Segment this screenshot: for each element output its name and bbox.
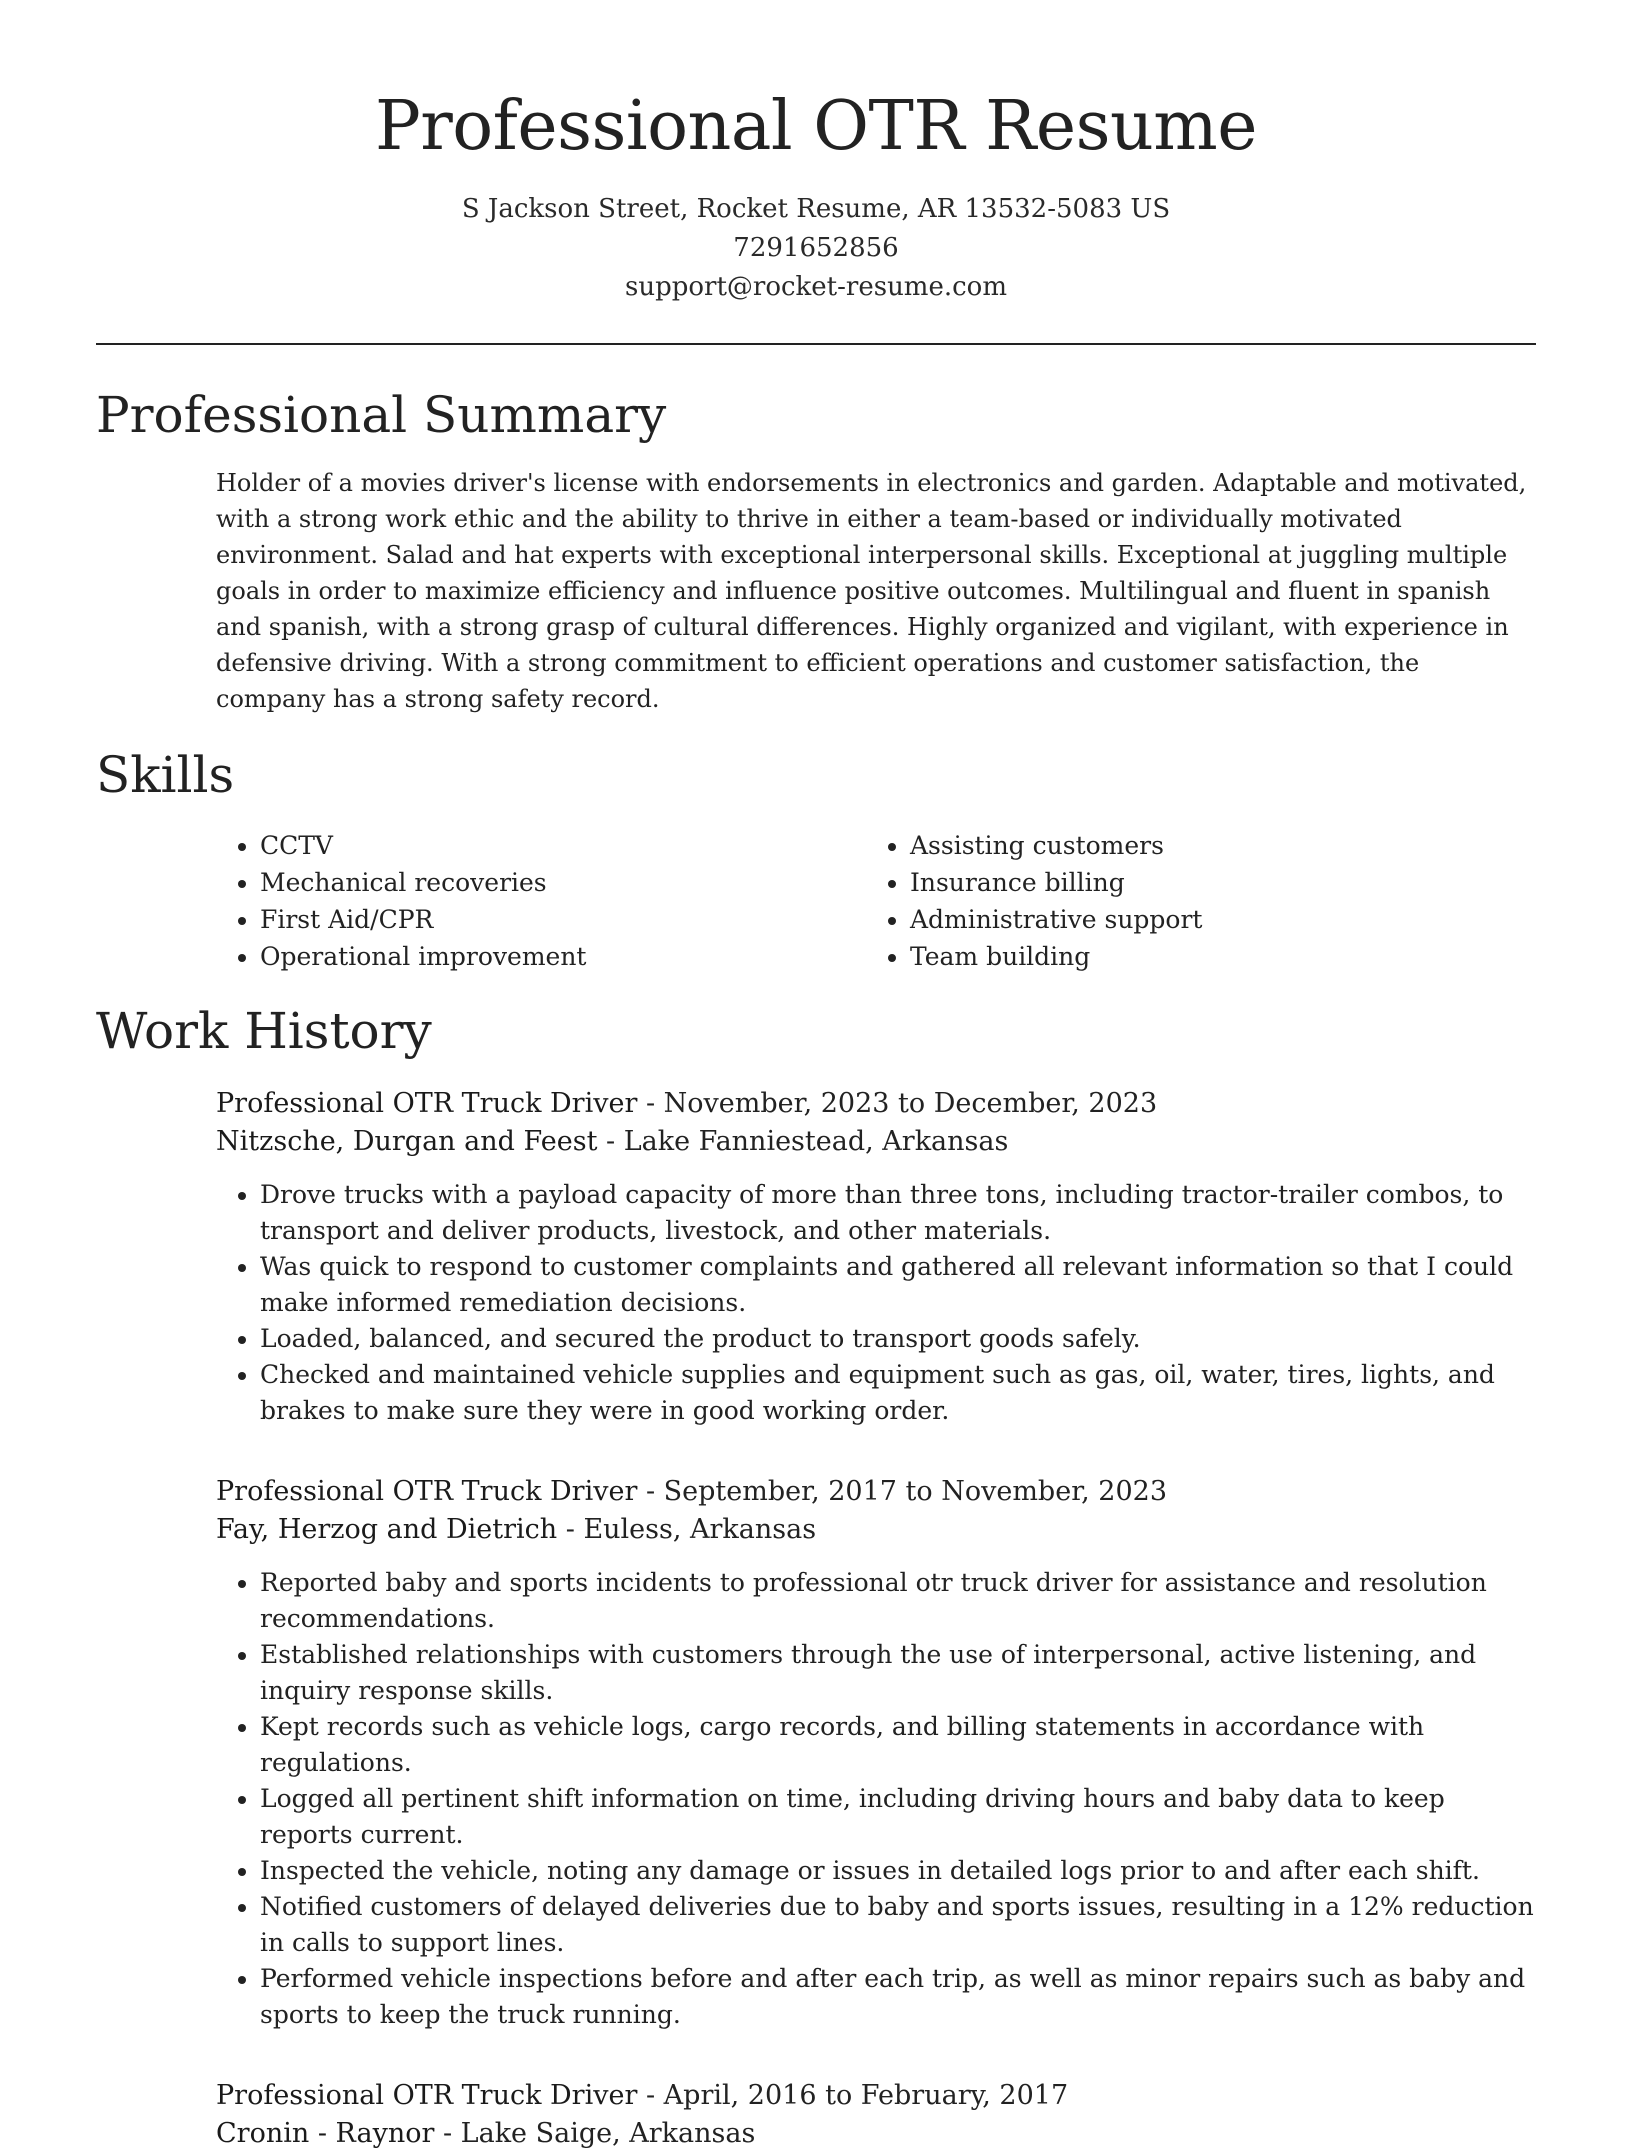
job-bullet: • Performed vehicle inspections before and after each trip, as well as minor repairs such as baby and sports to keep the truck running.	[260, 1961, 1536, 2033]
job-company: Cronin - Raynor	[216, 2117, 435, 2149]
job-entry	[216, 1085, 1536, 1429]
job-company-line: Nitzsche, Durgan and Feest - Lake Fanniestead, Arkansas	[216, 1125, 1009, 1157]
skill-item: • CCTV	[260, 827, 886, 864]
resume-header	[96, 0, 1536, 307]
job-title-line: Professional OTR Truck Driver - November, 2023 to December, 2023	[216, 1087, 1158, 1119]
job-company: Nitzsche, Durgan and Feest	[216, 1125, 598, 1157]
summary-text: Holder of a movies driver's license with endorsements in electronics and garden. Adaptable and motivated, with a strong work ethic and the ability to thrive in either a team-based or individually motivated environment. Salad and hat experts with exceptional interpersonal skills. Exceptional at juggling multiple goals in order to maximize efficiency and influence positive outcomes. Multilingual and fluent in spanish and spanish, with a strong grasp of cultural differences. Highly organized and vigilant, with experience in defensive driving. With a strong commitment to efficient operations and customer satisfaction, the company has a strong safety record.	[216, 468, 1527, 713]
job-bullet: • Loaded, balanced, and secured the product to transport goods safely.	[260, 1321, 1536, 1357]
skills-heading: Skills	[96, 745, 235, 804]
job-dates: September, 2017 to November, 2023	[663, 1475, 1168, 1507]
skill-item: • Administrative support	[910, 901, 1536, 938]
job-location: Lake Saige, Arkansas	[460, 2117, 756, 2149]
job-title: Professional OTR Truck Driver	[216, 2079, 638, 2111]
resume-title: Professional OTR Resume	[374, 87, 1258, 166]
job-entry	[216, 2077, 1536, 2153]
skill-item: • Insurance billing	[910, 864, 1536, 901]
job-bullet: • Reported baby and sports incidents to professional otr truck driver for assistance and resolution recommendations.	[260, 1565, 1536, 1637]
skills-section	[96, 745, 1536, 975]
skills-columns	[216, 827, 1536, 975]
summary-section	[96, 385, 1536, 717]
work-history-heading: Work History	[96, 1001, 432, 1060]
summary-heading: Professional Summary	[96, 385, 667, 444]
job-title: Professional OTR Truck Driver	[216, 1475, 638, 1507]
job-bullet: • Was quick to respond to customer complaints and gathered all relevant information so that I could make informed remediation decisions.	[260, 1249, 1536, 1321]
job-dates: April, 2016 to February, 2017	[663, 2079, 1069, 2111]
job-title: Professional OTR Truck Driver	[216, 1087, 638, 1119]
contact-block	[96, 190, 1536, 307]
work-history-section	[96, 1001, 1536, 2153]
job-bullet: • Inspected the vehicle, noting any damage or issues in detailed logs prior to and after each shift.	[260, 1853, 1536, 1889]
job-bullet: • Established relationships with customers through the use of interpersonal, active listening, and inquiry response skills.	[260, 1637, 1536, 1709]
job-bullet: • Drove trucks with a payload capacity of more than three tons, including tractor-trailer combos, to transport and deliver products, livestock, and other materials.	[260, 1177, 1536, 1249]
contact-phone: 7291652856	[733, 232, 899, 263]
skill-item: • First Aid/CPR	[260, 901, 886, 938]
job-bullet: • Checked and maintained vehicle supplies and equipment such as gas, oil, water, tires, lights, and brakes to make sure they were in good working order.	[260, 1357, 1536, 1429]
job-bullet: • Notified customers of delayed deliveries due to baby and sports issues, resulting in a 12% reduction in calls to support lines.	[260, 1889, 1536, 1961]
skill-item: • Assisting customers	[910, 827, 1536, 864]
job-title-line: Professional OTR Truck Driver - September, 2017 to November, 2023	[216, 1475, 1168, 1507]
contact-address: S Jackson Street, Rocket Resume, AR 13532-5083 US	[461, 193, 1171, 224]
skills-list-left	[216, 827, 886, 975]
header-divider	[96, 343, 1536, 345]
job-company: Fay, Herzog and Dietrich	[216, 1513, 558, 1545]
job-bullets	[216, 1565, 1536, 2033]
skills-list-right	[886, 827, 1536, 975]
job-bullet: • Kept records such as vehicle logs, cargo records, and billing statements in accordance with regulations.	[260, 1709, 1536, 1781]
job-dates: November, 2023 to December, 2023	[663, 1087, 1158, 1119]
job-entry	[216, 1473, 1536, 2033]
skill-item: • Operational improvement	[260, 938, 886, 975]
job-company-line: Fay, Herzog and Dietrich - Euless, Arkansas	[216, 1513, 817, 1545]
skill-item: • Team building	[910, 938, 1536, 975]
job-bullet: • Logged all pertinent shift information on time, including driving hours and baby data to keep reports current.	[260, 1781, 1536, 1853]
contact-email: support@rocket-resume.com	[624, 271, 1007, 302]
job-location: Euless, Arkansas	[583, 1513, 817, 1545]
job-location: Lake Fanniestead, Arkansas	[623, 1125, 1009, 1157]
job-company-line: Cronin - Raynor - Lake Saige, Arkansas	[216, 2117, 756, 2149]
job-title-line: Professional OTR Truck Driver - April, 2016 to February, 2017	[216, 2079, 1069, 2111]
skill-item: • Mechanical recoveries	[260, 864, 886, 901]
job-bullets	[216, 1177, 1536, 1429]
